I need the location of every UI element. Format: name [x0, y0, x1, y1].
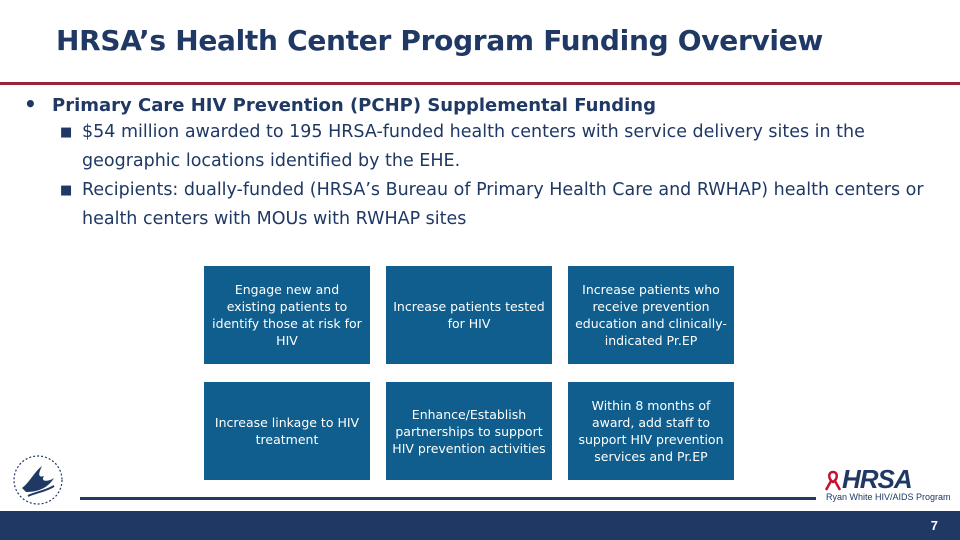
hrsa-program-name: Ryan White HIV/AIDS Program [826, 492, 951, 502]
hrsa-logo [822, 464, 951, 506]
hrsa-wordmark: HRSA [842, 464, 912, 494]
slide-title: HRSA’s Health Center Program Funding Overview [56, 24, 823, 57]
red-ribbon-icon [822, 470, 844, 492]
goal-box-testing: Increase patients tested for HIV [386, 266, 552, 364]
square-bullet-icon: ■ [60, 125, 73, 140]
title-divider [0, 82, 960, 85]
footer-divider [80, 497, 816, 500]
bullet-sub-2-text: Recipients: dually-funded (HRSA’s Bureau of Primary Health Care and RWHAP) health centers or health centers with MOUs with RWHAP sites [82, 180, 924, 229]
bullet-sub-1 [24, 118, 924, 176]
goal-box-prevention-education: Increase patients who receive prevention education and clinically-indicated Pr.EP [568, 266, 734, 364]
bullet-dot-icon: • [24, 92, 37, 116]
hhs-eagle-logo [8, 452, 72, 508]
square-bullet-icon: ■ [60, 183, 73, 198]
page-number: 7 [930, 518, 938, 533]
goal-box-partnerships: Enhance/Establish partnerships to support HIV prevention activities [386, 382, 552, 480]
bullet-main [24, 94, 924, 118]
bullet-sub-2 [24, 176, 924, 234]
goal-box-staffing: Within 8 months of award, add staff to support HIV prevention services and Pr.EP [568, 382, 734, 480]
goal-box-engage: Engage new and existing patients to identify those at risk for HIV [204, 266, 370, 364]
bullet-main-text: Primary Care HIV Prevention (PCHP) Supplemental Funding [52, 95, 656, 116]
footer-bar [0, 511, 960, 540]
bullet-sub-1-text: $54 million awarded to 195 HRSA-funded health centers with service delivery sites in the geographic locations identified by the EHE. [82, 122, 865, 171]
goal-box-linkage: Increase linkage to HIV treatment [204, 382, 370, 480]
bullet-list [24, 94, 924, 234]
